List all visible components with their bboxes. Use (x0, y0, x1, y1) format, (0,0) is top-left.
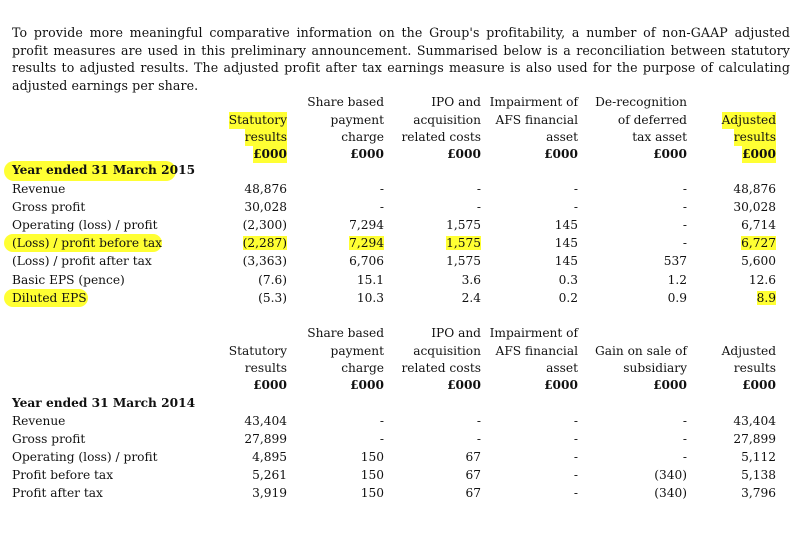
table_2015-row-value: 145 (554, 236, 578, 251)
table_2014-col3-header-line: Impairment of (489, 326, 578, 341)
table_2014-row-value: - (573, 414, 578, 428)
table_2014-col2-header-line: related costs (401, 360, 481, 375)
table_2015-col0-header-line: Statutory (229, 112, 287, 129)
table_2015-row-value: - (573, 182, 578, 196)
table_2015-row-value: 10.3 (356, 290, 384, 305)
table_2015-row-value: 30,028 (244, 200, 287, 215)
table_2014-col3-unit: £000 (544, 378, 578, 392)
table_2014-row-value: 67 (465, 450, 481, 465)
table_2015-row-label: Revenue (12, 182, 66, 196)
table_2014-row-value: - (682, 414, 687, 428)
table_2015-row-value: - (682, 218, 687, 233)
table_2014-row-value: 5,261 (252, 468, 287, 483)
table_2014-title: Year ended 31 March 2014 (12, 396, 196, 410)
table_2015-col2-header-line: acquisition (413, 112, 481, 127)
table_2015-row-value: (5.3) (258, 290, 287, 305)
table_2015-col1-unit: £000 (350, 147, 384, 161)
table_2014-row-value: - (379, 414, 384, 428)
table_2015-row-value: - (682, 236, 687, 251)
table_2014-row-value: 3,919 (252, 486, 287, 501)
table_2014-row-value: 5,112 (741, 450, 776, 465)
table_2014-col2-header-line: IPO and (431, 326, 481, 341)
table_2014-col5-header-line: Adjusted (721, 343, 776, 358)
table_2015-row-value: 1,575 (446, 218, 481, 233)
table_2015-row-value: 1,575 (446, 236, 481, 251)
table_2015-row-value: 6,706 (349, 254, 384, 269)
table_2014-row-value: - (379, 432, 384, 447)
table_2015-row-value: (2,300) (242, 218, 287, 233)
table_2014-row-value: 150 (360, 450, 384, 465)
table_2014-col5-unit: £000 (742, 378, 776, 392)
table_2015-col0-header-line: results (245, 129, 287, 146)
table_2014-row-value: - (682, 432, 687, 447)
table_2015-row-value: 6,714 (741, 218, 776, 233)
table_2015-row-label: (Loss) / profit after tax (12, 254, 152, 269)
table_2015-col3-header-line: Impairment of (489, 95, 578, 110)
table_2014-row-value: 150 (360, 468, 384, 483)
table_2014-row-label: Profit after tax (12, 486, 103, 501)
table_2015-row-value: 0.2 (558, 290, 578, 305)
table_2015-title: Year ended 31 March 2015 (12, 163, 196, 177)
table_2015-col1-header-line: charge (341, 129, 384, 144)
table_2014-col0-header-line: Statutory (228, 343, 287, 358)
table_2014-col5-header-line: results (733, 360, 776, 375)
table_2015-row-value: - (476, 182, 481, 196)
table_2014-col0-unit: £000 (253, 378, 287, 392)
table_2015-row-value: 15.1 (356, 272, 384, 287)
table_2015-col4-header-line: tax asset (632, 129, 687, 144)
table_2014-row-value: 27,899 (244, 432, 287, 447)
table_2014-col3-header-line: AFS financial (495, 343, 578, 358)
table_2015-col1-header-line: payment (330, 112, 384, 127)
table_2014-col4-header-line: subsidiary (623, 360, 687, 375)
table_2015-row-value: 0.3 (558, 272, 578, 287)
table_2015-row-value: 8.9 (756, 290, 776, 305)
table_2015-row-value: 3.6 (461, 272, 481, 287)
table_2015-row-value: 6,727 (741, 236, 776, 251)
table_2014-row-value: 27,899 (733, 432, 776, 447)
table_2015-row-value: 0.9 (667, 290, 687, 305)
table_2014-row-label: Revenue (12, 414, 66, 428)
table_2015-row-value: 12.6 (748, 272, 776, 287)
table_2015-col2-header-line: related costs (401, 129, 481, 144)
table_2014-col1-header-line: Share based (307, 326, 384, 341)
table_2014-row-value: (340) (654, 486, 687, 501)
table_2014-row-value: 150 (360, 486, 384, 501)
table_2014-row-value: - (573, 432, 578, 447)
table_2014-col3-header-line: asset (546, 360, 578, 375)
table_2015-col5-header-line: Adjusted (722, 112, 776, 129)
table_2014-row-value: 3,796 (741, 486, 776, 501)
table_2014-row-value: - (476, 432, 481, 447)
table_2015-row-label: Operating (loss) / profit (12, 218, 158, 233)
table_2014-col1-header-line: charge (341, 360, 384, 375)
table_2014-col4-unit: £000 (653, 378, 687, 392)
table_2014-row-value: - (476, 414, 481, 428)
table_2015-row-value: 2.4 (461, 290, 481, 305)
table_2014-row-value: 5,138 (741, 468, 776, 483)
table_2014-col1-header-line: payment (330, 343, 384, 358)
table_2015-row-value: 7,294 (349, 236, 384, 251)
table_2015-col5-unit: £000 (742, 146, 776, 163)
table_2015-row-value: 537 (663, 254, 687, 269)
table_2015-row-value: - (682, 182, 687, 196)
table_2015-col2-header-line: IPO and (431, 95, 481, 110)
table_2015-col3-header-line: asset (546, 129, 578, 144)
table_2015-col4-unit: £000 (653, 147, 687, 161)
intro-paragraph: To provide more meaningful comparative information on the Group's profitability, a number of non-GAAP adjusted profit measures are used in this preliminary announcement. Summarised below is a reconciliation between statutory results to adjusted results. The adjusted profit after tax earnings measure is also used for the purpose of calculating adjusted earnings per share. (12, 25, 790, 93)
table_2014-col2-unit: £000 (447, 378, 481, 392)
table_2014-col0-header-line: results (244, 360, 287, 375)
table_2015-row-value: 145 (554, 218, 578, 233)
table_2014-row-value: (340) (654, 468, 687, 483)
table_2015-row-value: (7.6) (258, 272, 287, 287)
table_2014-row-value: 43,404 (733, 414, 776, 428)
table_2015-row-value: - (573, 200, 578, 215)
table_2015-col4-header-line: of deferred (617, 112, 687, 127)
table_2015-row-value: 5,600 (741, 254, 776, 269)
table_2015-col0-unit: £000 (253, 146, 287, 163)
table_2015-row-label: (Loss) / profit before tax (12, 236, 162, 251)
table_2014-col2-header-line: acquisition (413, 343, 481, 358)
table_2015-col3-unit: £000 (544, 147, 578, 161)
table_2015-row-value: - (476, 200, 481, 215)
table_2015-row-value: 30,028 (733, 200, 776, 215)
table_2015-row-value: (3,363) (242, 254, 287, 269)
table_2014-row-value: 43,404 (244, 414, 287, 428)
table_2014-col4-header-line: Gain on sale of (594, 343, 687, 358)
table_2015-col3-header-line: AFS financial (495, 112, 578, 127)
table_2014-row-value: - (682, 450, 687, 465)
table_2015-row-value: 145 (554, 254, 578, 269)
table_2015-row-label: Basic EPS (pence) (12, 272, 125, 287)
table_2014-row-label: Gross profit (12, 432, 86, 447)
table_2014-row-label: Operating (loss) / profit (12, 450, 158, 465)
table_2015-row-value: - (379, 182, 384, 196)
table_2015-row-label: Diluted EPS (12, 290, 87, 305)
table_2015-col1-header-line: Share based (307, 95, 384, 110)
table_2014-row-value: - (573, 468, 578, 483)
table_2014-row-label: Profit before tax (12, 468, 114, 483)
table_2014-col1-unit: £000 (350, 378, 384, 392)
table_2015-row-value: - (379, 200, 384, 215)
table_2015-row-value: - (682, 200, 687, 215)
table_2015-row-value: 7,294 (349, 218, 384, 233)
table_2015-row-value: (2,287) (242, 236, 287, 251)
table_2014-row-value: 4,895 (252, 450, 287, 465)
table_2014-row-value: 67 (465, 468, 481, 483)
table_2015-row-value: 48,876 (244, 182, 287, 196)
table_2015-row-value: 48,876 (733, 182, 776, 196)
table_2015-col2-unit: £000 (447, 147, 481, 161)
table_2015-col5-header-line: results (734, 129, 776, 146)
table_2015-row-label: Gross profit (12, 200, 86, 215)
table_2015-row-value: 1,575 (446, 254, 481, 269)
table_2014-row-value: - (573, 450, 578, 465)
table_2015-col4-header-line: De-recognition (595, 95, 687, 110)
table_2014-row-value: 67 (465, 486, 481, 501)
table_2014-row-value: - (573, 486, 578, 501)
table_2015-row-value: 1.2 (667, 272, 687, 287)
